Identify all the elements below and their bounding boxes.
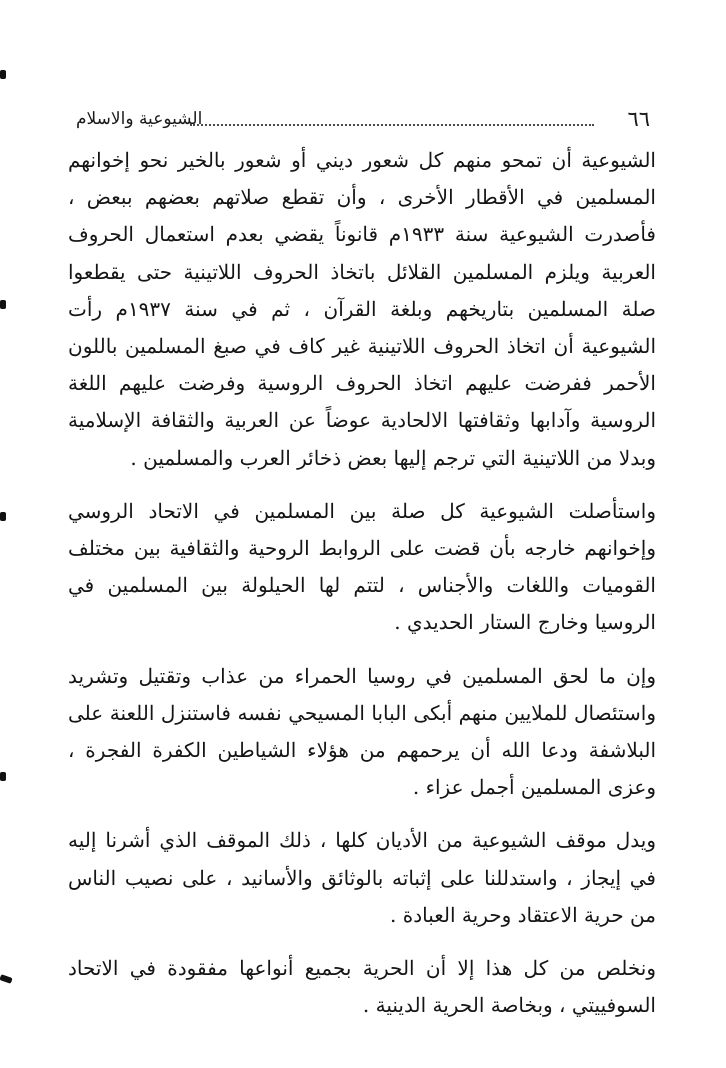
page-number: ٦٦ <box>627 107 650 131</box>
scan-edge-mark <box>0 512 6 521</box>
paragraph-3: وإن ما لحق المسلمين في روسيا الحمراء من عذاب وتقتيل وتشريد واستئصال للملايين منهم أبكى البابا المسيحي نفسه فاستنزل اللعنة على البلاشفة ودعا الله أن يرحمهم من هؤلاء الشياطين الكفرة الفجرة ، وعزى المسلمين أجمل عزاء . <box>68 663 656 800</box>
scan-edge-mark <box>0 300 6 309</box>
paragraph-1: الشيوعية أن تمحو منهم كل شعور ديني أو شعور بالخير نحو إخوانهم المسلمين في الأقطار الأخرى ، وأن تقطع صلاتهم بعضهم ببعض ، فأصدرت الشيوعية سنة ١٩٣٣م قانوناً يقضي بعدم استعمال الحروف العربية ويلزم المسلمين القلائل باتخاذ الحروف اللاتينية حتى يقطعوا صلة المسلمين بتاريخهم وبلغة القرآن ، ثم في سنة ١٩٣٧م رأت الشيوعية أن اتخاذ الحروف اللاتينية غير كاف في صبغ المسلمين باللون الأحمر ففرضت عليهم اتخاذ الحروف الروسية وفرضت عليهم اللغة الروسية وآدابها وثقافتها الالحادية عوضاً عن العربية والثقافة الإسلامية وبدلا من اللاتينية التي ترجم إليها بعض ذخائر العرب والمسلمين . <box>68 148 656 470</box>
scan-edge-mark <box>0 974 13 984</box>
scan-edge-mark <box>0 70 6 79</box>
header-dotted-leader <box>190 124 594 126</box>
paragraph-4: ويدل موقف الشيوعية من الأديان كلها ، ذلك الموقف الذي أشرنا إليه في إيجاز ، واستدللنا على إثباته بالوثائق والأسانيد ، على نصيب الناس من حرية الاعتقاد وحرية العبادة . <box>68 828 656 927</box>
page-body <box>68 142 656 1024</box>
scan-edge-mark <box>0 772 6 781</box>
page-header <box>72 104 656 134</box>
running-title: الشيوعية والاسلام <box>76 109 203 129</box>
paragraph-2: واستأصلت الشيوعية كل صلة بين المسلمين في الاتحاد الروسي وإخوانهم خارجه بأن قضت على الروابط الروحية والثقافية بين مختلف القوميات واللغات والأجناس ، لتتم لها الحيلولة بين المسلمين في الروسيا وخارج الستار الحديدي . <box>68 498 656 635</box>
paragraph-5: ونخلص من كل هذا إلا أن الحرية بجميع أنواعها مفقودة في الاتحاد السوفييتي ، وبخاصة الحرية الدينية . <box>68 956 656 1018</box>
